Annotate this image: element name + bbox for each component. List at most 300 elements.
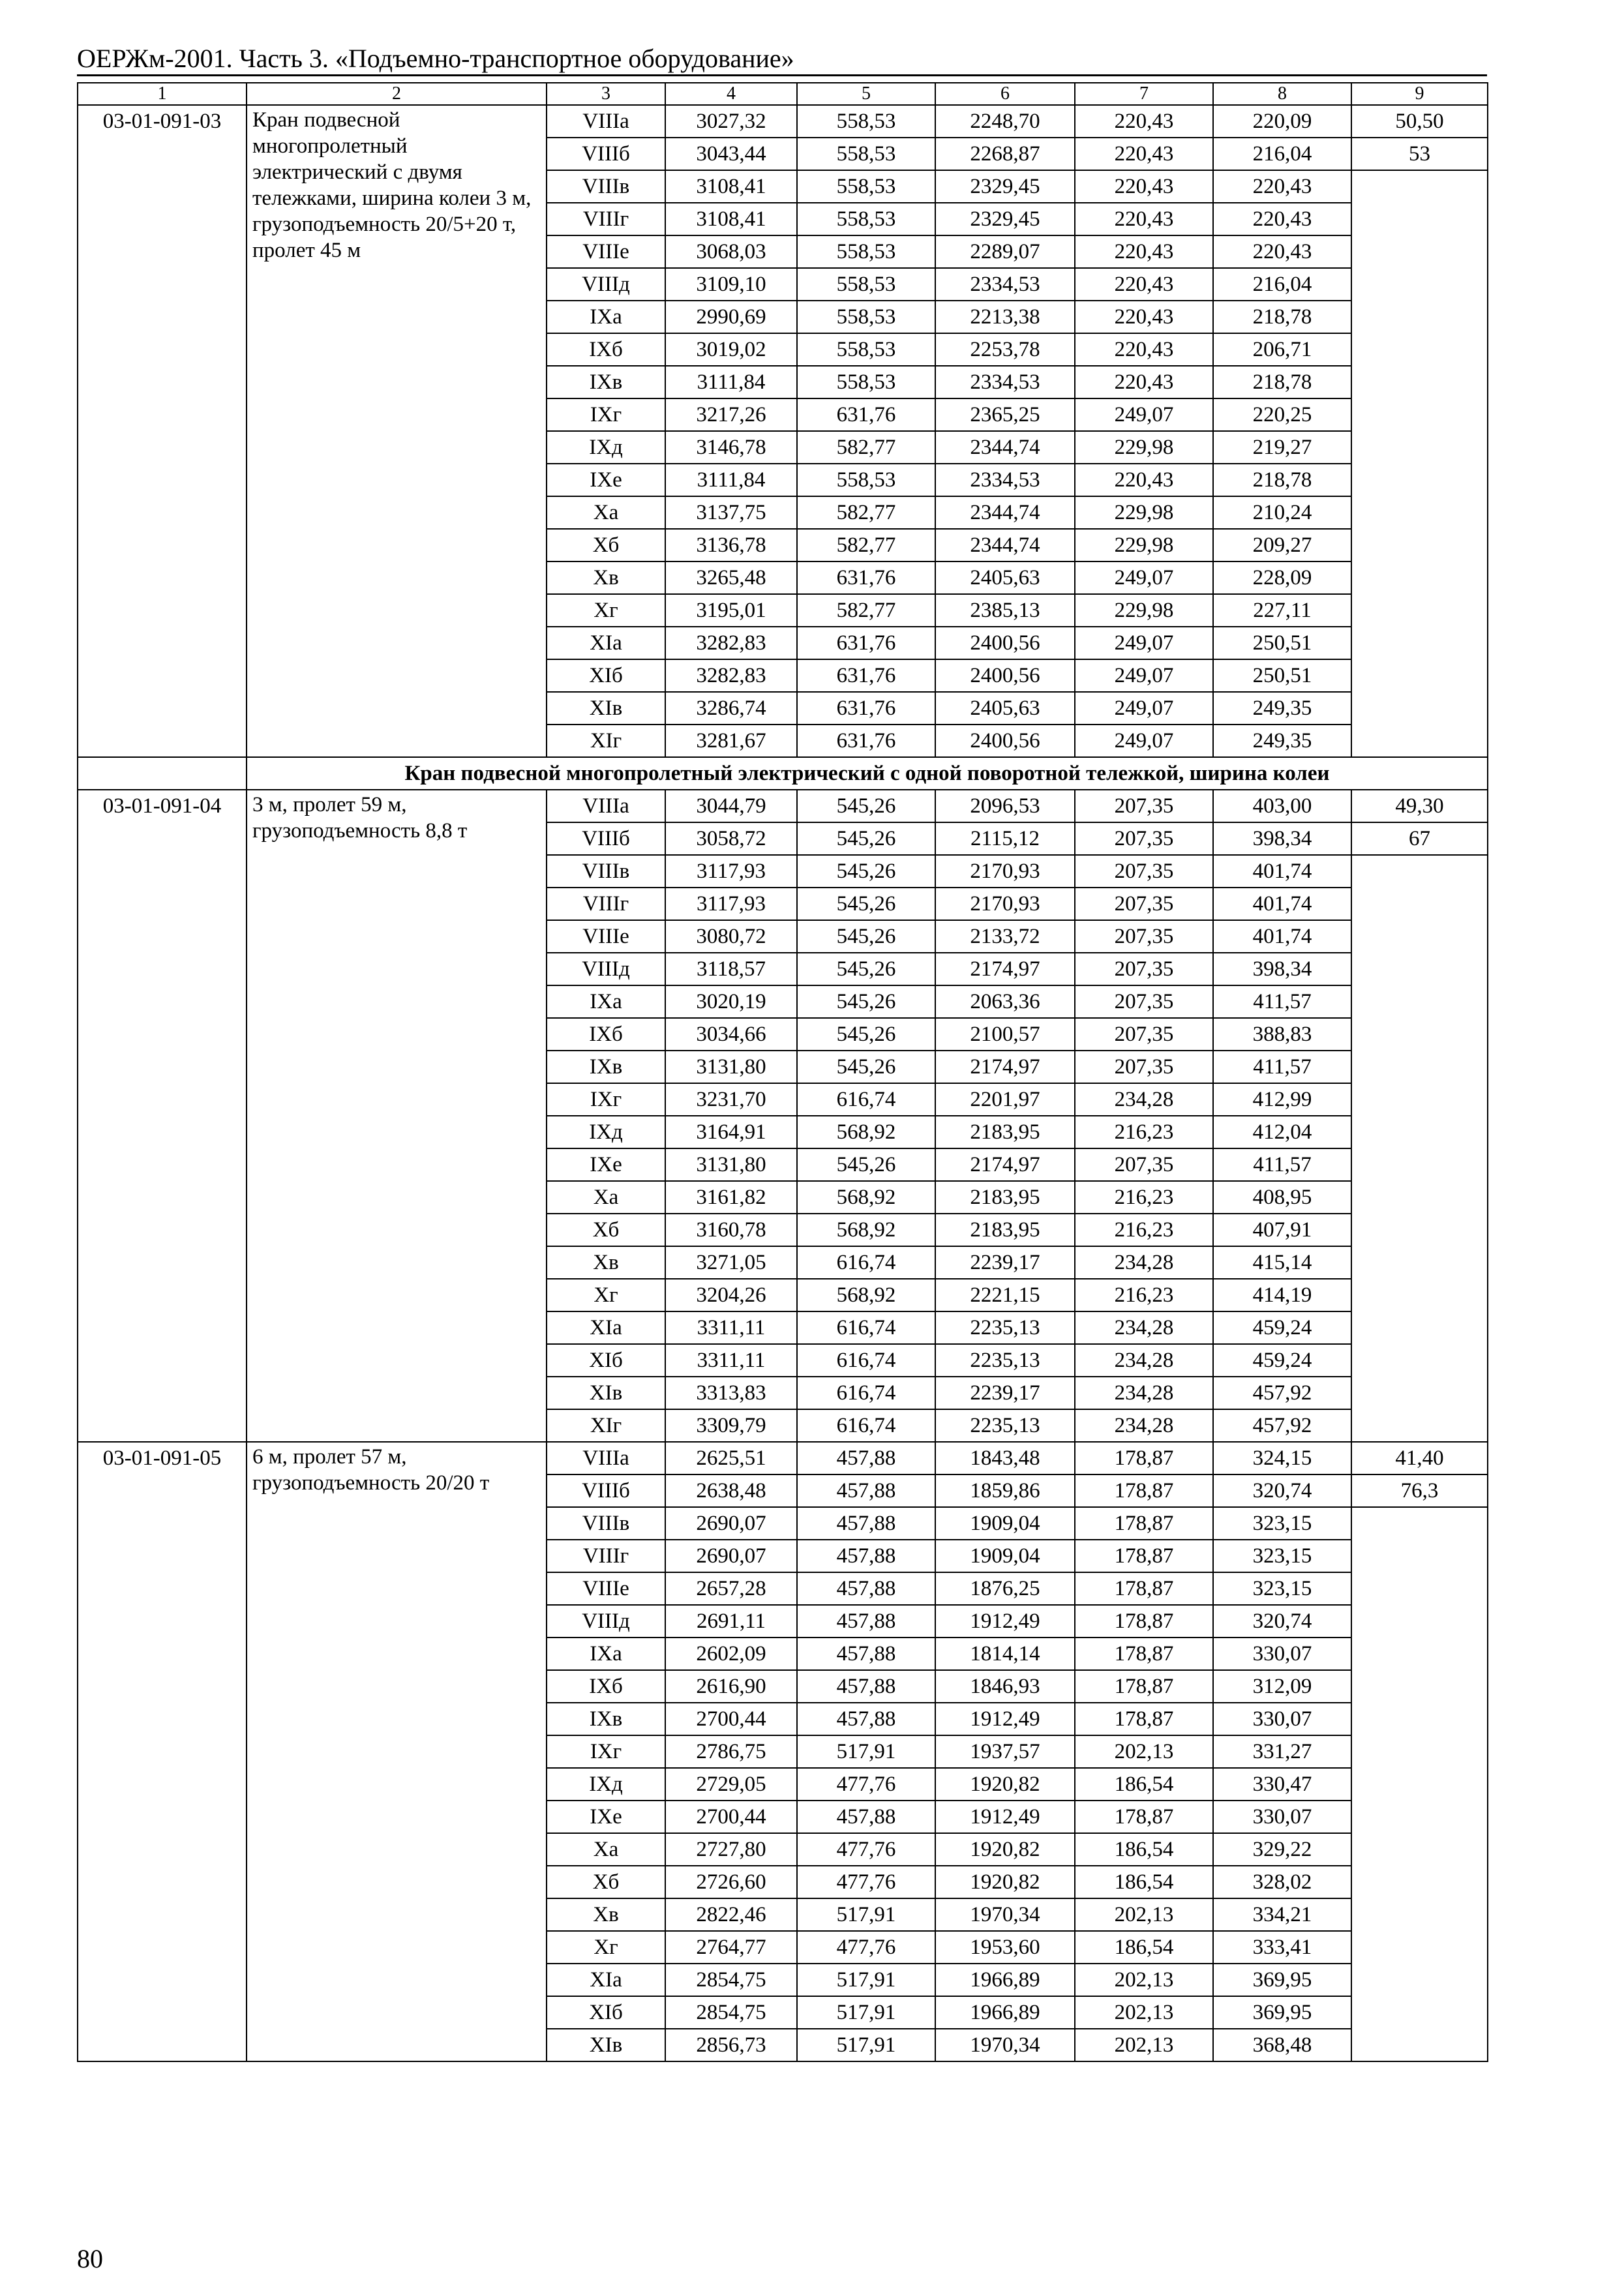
- cell-col-3: VIIIг: [547, 1540, 665, 1572]
- cell-col-7: 178,87: [1075, 1670, 1213, 1703]
- cell-col-6: 2133,72: [935, 920, 1075, 953]
- cell-col-6: 2248,70: [935, 105, 1075, 138]
- cell-col-8: 250,51: [1213, 659, 1351, 692]
- cell-col-3: IXа: [547, 1638, 665, 1670]
- cell-col-6: 1920,82: [935, 1768, 1075, 1801]
- cell-col-5: 457,88: [797, 1703, 935, 1735]
- cell-col-3: VIIIд: [547, 953, 665, 985]
- cell-col-4: 3131,80: [665, 1051, 797, 1083]
- cell-col-3: VIIIа: [547, 1442, 665, 1474]
- rates-table: [77, 82, 1488, 2062]
- cell-col-3: IXе: [547, 1148, 665, 1181]
- cell-col-5: 568,92: [797, 1279, 935, 1311]
- cell-col-6: 2239,17: [935, 1377, 1075, 1409]
- cell-col-8: 323,15: [1213, 1540, 1351, 1572]
- cell-col-8: 228,09: [1213, 561, 1351, 594]
- cell-col-8: 227,11: [1213, 594, 1351, 627]
- cell-col-4: 2700,44: [665, 1801, 797, 1833]
- cell-col-6: 2170,93: [935, 888, 1075, 920]
- cell-col-6: 1920,82: [935, 1866, 1075, 1898]
- cell-col-6: 2174,97: [935, 953, 1075, 985]
- cell-col-4: 3309,79: [665, 1409, 797, 1442]
- cell-col-8: 216,04: [1213, 138, 1351, 170]
- cell-col-6: 2221,15: [935, 1279, 1075, 1311]
- cell-col-6: 1876,25: [935, 1572, 1075, 1605]
- cell-col-8: 312,09: [1213, 1670, 1351, 1703]
- cell-col-7: 207,35: [1075, 1018, 1213, 1051]
- cell-col-5: 582,77: [797, 529, 935, 561]
- cell-col-3: XIб: [547, 1344, 665, 1377]
- cell-col-6: 2405,63: [935, 561, 1075, 594]
- cell-col-5: 477,76: [797, 1866, 935, 1898]
- cell-col-7: 207,35: [1075, 1148, 1213, 1181]
- cell-col-3: IXб: [547, 1018, 665, 1051]
- cell-col-4: 3160,78: [665, 1214, 797, 1246]
- cell-col-6: 2183,95: [935, 1214, 1075, 1246]
- cell-col-5: 457,88: [797, 1540, 935, 1572]
- cell-col-3: VIIIб: [547, 1474, 665, 1507]
- cell-col-4: 3034,66: [665, 1018, 797, 1051]
- cell-col-3: VIIIб: [547, 822, 665, 855]
- cell-col-7: 249,07: [1075, 398, 1213, 431]
- cell-col-4: 3146,78: [665, 431, 797, 464]
- cell-col-8: 323,15: [1213, 1507, 1351, 1540]
- cell-col-8: 457,92: [1213, 1409, 1351, 1442]
- cell-col-4: 3161,82: [665, 1181, 797, 1214]
- cell-col-3: VIIIв: [547, 170, 665, 203]
- cell-col-5: 631,76: [797, 627, 935, 659]
- cell-col-8: 412,04: [1213, 1116, 1351, 1148]
- cell-col-5: 545,26: [797, 855, 935, 888]
- cell-col-7: 249,07: [1075, 627, 1213, 659]
- cell-col-5: 558,53: [797, 170, 935, 203]
- cell-col-7: 202,13: [1075, 1898, 1213, 1931]
- rate-code: 03-01-091-03: [78, 105, 247, 757]
- cell-col-6: 1843,48: [935, 1442, 1075, 1474]
- cell-col-4: 2602,09: [665, 1638, 797, 1670]
- cell-col-3: IXе: [547, 464, 665, 496]
- cell-col-6: 1912,49: [935, 1703, 1075, 1735]
- cell-col-4: 3164,91: [665, 1116, 797, 1148]
- cell-col-5: 545,26: [797, 985, 935, 1018]
- cell-col-8: 415,14: [1213, 1246, 1351, 1279]
- cell-col-7: 234,28: [1075, 1409, 1213, 1442]
- cell-col-7: 220,43: [1075, 301, 1213, 333]
- cell-col-6: 2115,12: [935, 822, 1075, 855]
- cell-col-6: 2334,53: [935, 366, 1075, 398]
- cell-col-8: 220,43: [1213, 235, 1351, 268]
- cell-col-4: 3282,83: [665, 659, 797, 692]
- col9-value: 67: [1351, 822, 1488, 855]
- cell-col-5: 558,53: [797, 268, 935, 301]
- cell-col-3: XIа: [547, 1311, 665, 1344]
- cell-col-4: 3204,26: [665, 1279, 797, 1311]
- cell-col-8: 331,27: [1213, 1735, 1351, 1768]
- cell-col-8: 369,95: [1213, 1964, 1351, 1996]
- cell-col-4: 2856,73: [665, 2029, 797, 2061]
- cell-col-8: 368,48: [1213, 2029, 1351, 2061]
- cell-col-4: 3058,72: [665, 822, 797, 855]
- cell-col-4: 3286,74: [665, 692, 797, 725]
- column-number: 2: [247, 83, 547, 105]
- cell-col-5: 631,76: [797, 398, 935, 431]
- cell-col-4: 2726,60: [665, 1866, 797, 1898]
- cell-col-4: 2657,28: [665, 1572, 797, 1605]
- cell-col-4: 3108,41: [665, 170, 797, 203]
- cell-col-5: 616,74: [797, 1344, 935, 1377]
- cell-col-3: Xв: [547, 1898, 665, 1931]
- cell-col-8: 411,57: [1213, 985, 1351, 1018]
- column-number: 6: [935, 83, 1075, 105]
- cell-col-3: XIв: [547, 2029, 665, 2061]
- cell-col-5: 616,74: [797, 1083, 935, 1116]
- cell-col-3: XIв: [547, 1377, 665, 1409]
- cell-col-3: Xа: [547, 496, 665, 529]
- cell-col-7: 186,54: [1075, 1866, 1213, 1898]
- cell-col-4: 3217,26: [665, 398, 797, 431]
- cell-col-7: 234,28: [1075, 1311, 1213, 1344]
- table-row: [78, 790, 1488, 822]
- cell-col-8: 398,34: [1213, 822, 1351, 855]
- table-row: [78, 105, 1488, 138]
- cell-col-8: 218,78: [1213, 301, 1351, 333]
- cell-col-7: 234,28: [1075, 1344, 1213, 1377]
- cell-col-5: 558,53: [797, 333, 935, 366]
- col9-value: 53: [1351, 138, 1488, 170]
- cell-col-6: 1909,04: [935, 1507, 1075, 1540]
- cell-col-5: 517,91: [797, 1996, 935, 2029]
- rate-code: 03-01-091-05: [78, 1442, 247, 2061]
- cell-col-7: 249,07: [1075, 561, 1213, 594]
- cell-col-3: IXд: [547, 1768, 665, 1801]
- cell-col-4: 3117,93: [665, 888, 797, 920]
- cell-col-8: 250,51: [1213, 627, 1351, 659]
- cell-col-8: 330,47: [1213, 1768, 1351, 1801]
- cell-col-3: XIб: [547, 1996, 665, 2029]
- cell-col-8: 330,07: [1213, 1801, 1351, 1833]
- cell-col-3: VIIIг: [547, 203, 665, 235]
- cell-col-7: 229,98: [1075, 431, 1213, 464]
- cell-col-8: 408,95: [1213, 1181, 1351, 1214]
- cell-col-4: 3137,75: [665, 496, 797, 529]
- cell-col-3: Xб: [547, 529, 665, 561]
- cell-col-7: 249,07: [1075, 659, 1213, 692]
- cell-col-6: 2344,74: [935, 496, 1075, 529]
- cell-col-8: 369,95: [1213, 1996, 1351, 2029]
- cell-col-4: 2727,80: [665, 1833, 797, 1866]
- cell-col-3: IXе: [547, 1801, 665, 1833]
- cell-col-5: 616,74: [797, 1246, 935, 1279]
- cell-col-8: 329,22: [1213, 1833, 1351, 1866]
- cell-col-8: 218,78: [1213, 464, 1351, 496]
- cell-col-7: 178,87: [1075, 1605, 1213, 1638]
- column-number: 1: [78, 83, 247, 105]
- cell-col-3: VIIIе: [547, 1572, 665, 1605]
- cell-col-3: Xв: [547, 561, 665, 594]
- cell-col-8: 216,04: [1213, 268, 1351, 301]
- cell-col-7: 202,13: [1075, 1735, 1213, 1768]
- cell-col-6: 1859,86: [935, 1474, 1075, 1507]
- cell-col-8: 220,09: [1213, 105, 1351, 138]
- cell-col-4: 2690,07: [665, 1540, 797, 1572]
- cell-col-4: 3136,78: [665, 529, 797, 561]
- cell-col-4: 3118,57: [665, 953, 797, 985]
- cell-col-4: 2786,75: [665, 1735, 797, 1768]
- cell-col-6: 1970,34: [935, 1898, 1075, 1931]
- cell-col-3: XIв: [547, 692, 665, 725]
- cell-col-4: 3111,84: [665, 366, 797, 398]
- cell-col-4: 2822,46: [665, 1898, 797, 1931]
- col9-empty: [1351, 855, 1488, 1442]
- column-number-row: [78, 83, 1488, 105]
- cell-col-5: 517,91: [797, 1964, 935, 1996]
- cell-col-6: 1970,34: [935, 2029, 1075, 2061]
- cell-col-4: 3027,32: [665, 105, 797, 138]
- cell-col-5: 631,76: [797, 725, 935, 757]
- column-number: 5: [797, 83, 935, 105]
- cell-col-4: 3043,44: [665, 138, 797, 170]
- cell-col-3: IXб: [547, 333, 665, 366]
- cell-col-8: 411,57: [1213, 1051, 1351, 1083]
- cell-col-4: 2638,48: [665, 1474, 797, 1507]
- cell-col-8: 324,15: [1213, 1442, 1351, 1474]
- cell-col-6: 2235,13: [935, 1409, 1075, 1442]
- cell-col-7: 202,13: [1075, 1964, 1213, 1996]
- cell-col-3: VIIIг: [547, 888, 665, 920]
- cell-col-6: 2100,57: [935, 1018, 1075, 1051]
- cell-col-7: 229,98: [1075, 496, 1213, 529]
- cell-col-8: 328,02: [1213, 1866, 1351, 1898]
- cell-col-5: 477,76: [797, 1931, 935, 1964]
- cell-col-7: 207,35: [1075, 920, 1213, 953]
- cell-col-6: 2268,87: [935, 138, 1075, 170]
- cell-col-7: 220,43: [1075, 268, 1213, 301]
- cell-col-7: 216,23: [1075, 1279, 1213, 1311]
- column-number: 4: [665, 83, 797, 105]
- cell-col-6: 1966,89: [935, 1996, 1075, 2029]
- cell-col-6: 2063,36: [935, 985, 1075, 1018]
- cell-col-3: Xв: [547, 1246, 665, 1279]
- cell-col-5: 582,77: [797, 431, 935, 464]
- cell-col-3: IXа: [547, 301, 665, 333]
- cell-col-7: 207,35: [1075, 1051, 1213, 1083]
- cell-col-4: 2700,44: [665, 1703, 797, 1735]
- cell-col-3: VIIIе: [547, 235, 665, 268]
- cell-col-7: 220,43: [1075, 138, 1213, 170]
- cell-col-8: 249,35: [1213, 725, 1351, 757]
- cell-col-6: 2253,78: [935, 333, 1075, 366]
- cell-col-3: IXб: [547, 1670, 665, 1703]
- page-number: 80: [77, 2244, 103, 2273]
- cell-col-4: 3281,67: [665, 725, 797, 757]
- cell-col-4: 3109,10: [665, 268, 797, 301]
- cell-col-4: 2764,77: [665, 1931, 797, 1964]
- cell-col-5: 545,26: [797, 1148, 935, 1181]
- cell-col-5: 545,26: [797, 822, 935, 855]
- cell-col-8: 320,74: [1213, 1474, 1351, 1507]
- cell-col-4: 2625,51: [665, 1442, 797, 1474]
- cell-col-8: 459,24: [1213, 1344, 1351, 1377]
- cell-col-3: IXд: [547, 1116, 665, 1148]
- cell-col-6: 2235,13: [935, 1311, 1075, 1344]
- cell-col-6: 2213,38: [935, 301, 1075, 333]
- cell-col-8: 333,41: [1213, 1931, 1351, 1964]
- cell-col-6: 2201,97: [935, 1083, 1075, 1116]
- cell-col-5: 631,76: [797, 659, 935, 692]
- cell-col-3: XIб: [547, 659, 665, 692]
- cell-col-7: 216,23: [1075, 1116, 1213, 1148]
- cell-col-5: 558,53: [797, 235, 935, 268]
- cell-col-7: 216,23: [1075, 1181, 1213, 1214]
- equipment-name: 6 м, пролет 57 м, грузоподъемность 20/20 т: [247, 1442, 547, 2061]
- cell-col-3: XIа: [547, 627, 665, 659]
- cell-col-8: 220,25: [1213, 398, 1351, 431]
- cell-col-3: IXг: [547, 1083, 665, 1116]
- cell-col-5: 558,53: [797, 138, 935, 170]
- cell-col-3: Xг: [547, 594, 665, 627]
- cell-col-8: 219,27: [1213, 431, 1351, 464]
- cell-col-3: IXа: [547, 985, 665, 1018]
- table-row: [78, 1442, 1488, 1474]
- cell-col-5: 558,53: [797, 105, 935, 138]
- cell-col-3: IXв: [547, 1703, 665, 1735]
- cell-col-5: 457,88: [797, 1638, 935, 1670]
- cell-col-5: 582,77: [797, 496, 935, 529]
- cell-col-4: 3111,84: [665, 464, 797, 496]
- cell-col-4: 3282,83: [665, 627, 797, 659]
- cell-col-3: VIIIб: [547, 138, 665, 170]
- cell-col-3: VIIIд: [547, 1605, 665, 1638]
- cell-col-6: 2096,53: [935, 790, 1075, 822]
- cell-col-3: XIа: [547, 1964, 665, 1996]
- cell-col-8: 412,99: [1213, 1083, 1351, 1116]
- cell-col-7: 186,54: [1075, 1931, 1213, 1964]
- cell-col-6: 2329,45: [935, 170, 1075, 203]
- cell-col-3: VIIIд: [547, 268, 665, 301]
- cell-col-7: 207,35: [1075, 855, 1213, 888]
- cell-col-6: 2405,63: [935, 692, 1075, 725]
- cell-col-6: 2174,97: [935, 1148, 1075, 1181]
- cell-col-3: Xг: [547, 1279, 665, 1311]
- cell-col-5: 558,53: [797, 203, 935, 235]
- cell-col-5: 457,88: [797, 1572, 935, 1605]
- cell-col-4: 2729,05: [665, 1768, 797, 1801]
- cell-col-5: 517,91: [797, 1735, 935, 1768]
- cell-col-4: 3195,01: [665, 594, 797, 627]
- cell-col-4: 3044,79: [665, 790, 797, 822]
- cell-col-4: 3311,11: [665, 1344, 797, 1377]
- cell-col-5: 582,77: [797, 594, 935, 627]
- cell-col-3: Xб: [547, 1214, 665, 1246]
- cell-col-5: 616,74: [797, 1311, 935, 1344]
- cell-col-8: 209,27: [1213, 529, 1351, 561]
- cell-col-5: 616,74: [797, 1409, 935, 1442]
- cell-col-4: 3019,02: [665, 333, 797, 366]
- cell-col-5: 545,26: [797, 1018, 935, 1051]
- cell-col-5: 477,76: [797, 1768, 935, 1801]
- cell-col-7: 186,54: [1075, 1833, 1213, 1866]
- col9-value: 76,3: [1351, 1474, 1488, 1507]
- cell-col-3: Xб: [547, 1866, 665, 1898]
- cell-col-5: 545,26: [797, 920, 935, 953]
- cell-col-7: 202,13: [1075, 1996, 1213, 2029]
- cell-col-3: IXв: [547, 1051, 665, 1083]
- cell-col-4: 2691,11: [665, 1605, 797, 1638]
- cell-col-4: 2854,75: [665, 1996, 797, 2029]
- col9-value: 41,40: [1351, 1442, 1488, 1474]
- cell-col-5: 558,53: [797, 464, 935, 496]
- cell-col-7: 207,35: [1075, 888, 1213, 920]
- cell-col-6: 2344,74: [935, 431, 1075, 464]
- cell-col-7: 178,87: [1075, 1638, 1213, 1670]
- cell-col-6: 1953,60: [935, 1931, 1075, 1964]
- cell-col-7: 178,87: [1075, 1474, 1213, 1507]
- cell-col-8: 320,74: [1213, 1605, 1351, 1638]
- column-number: 8: [1213, 83, 1351, 105]
- cell-col-7: 178,87: [1075, 1572, 1213, 1605]
- cell-col-7: 186,54: [1075, 1768, 1213, 1801]
- cell-col-8: 220,43: [1213, 203, 1351, 235]
- cell-col-7: 220,43: [1075, 203, 1213, 235]
- cell-col-5: 631,76: [797, 561, 935, 594]
- cell-col-8: 414,19: [1213, 1279, 1351, 1311]
- cell-col-4: 2990,69: [665, 301, 797, 333]
- cell-col-4: 3080,72: [665, 920, 797, 953]
- cell-col-5: 517,91: [797, 1898, 935, 1931]
- cell-col-6: 1912,49: [935, 1605, 1075, 1638]
- cell-col-6: 2344,74: [935, 529, 1075, 561]
- cell-col-3: Xа: [547, 1833, 665, 1866]
- col9-empty: [1351, 170, 1488, 757]
- cell-col-7: 207,35: [1075, 790, 1213, 822]
- cell-col-7: 234,28: [1075, 1246, 1213, 1279]
- cell-col-8: 398,34: [1213, 953, 1351, 985]
- cell-col-3: XIг: [547, 725, 665, 757]
- cell-col-6: 1846,93: [935, 1670, 1075, 1703]
- cell-col-4: 3231,70: [665, 1083, 797, 1116]
- cell-col-5: 457,88: [797, 1442, 935, 1474]
- col9-value: 50,50: [1351, 105, 1488, 138]
- cell-col-5: 545,26: [797, 790, 935, 822]
- cell-col-7: 178,87: [1075, 1540, 1213, 1572]
- cell-col-7: 220,43: [1075, 366, 1213, 398]
- rate-code: 03-01-091-04: [78, 790, 247, 1442]
- cell-col-4: 3265,48: [665, 561, 797, 594]
- cell-col-6: 1912,49: [935, 1801, 1075, 1833]
- cell-col-8: 401,74: [1213, 888, 1351, 920]
- page-header: ОЕРЖм-2001. Часть 3. «Подъемно-транспортное оборудование»: [77, 44, 794, 73]
- cell-col-8: 403,00: [1213, 790, 1351, 822]
- cell-col-5: 545,26: [797, 953, 935, 985]
- cell-col-7: 178,87: [1075, 1801, 1213, 1833]
- cell-col-3: IXг: [547, 1735, 665, 1768]
- cell-col-6: 2329,45: [935, 203, 1075, 235]
- cell-col-4: 2690,07: [665, 1507, 797, 1540]
- column-number: 7: [1075, 83, 1213, 105]
- cell-col-7: 178,87: [1075, 1507, 1213, 1540]
- cell-col-5: 457,88: [797, 1474, 935, 1507]
- cell-col-8: 334,21: [1213, 1898, 1351, 1931]
- cell-col-7: 220,43: [1075, 170, 1213, 203]
- cell-col-4: 3108,41: [665, 203, 797, 235]
- column-number: 9: [1351, 83, 1488, 105]
- cell-col-6: 1937,57: [935, 1735, 1075, 1768]
- cell-col-7: 229,98: [1075, 594, 1213, 627]
- cell-col-5: 545,26: [797, 1051, 935, 1083]
- cell-col-8: 411,57: [1213, 1148, 1351, 1181]
- cell-col-3: VIIIе: [547, 920, 665, 953]
- cell-col-8: 330,07: [1213, 1638, 1351, 1670]
